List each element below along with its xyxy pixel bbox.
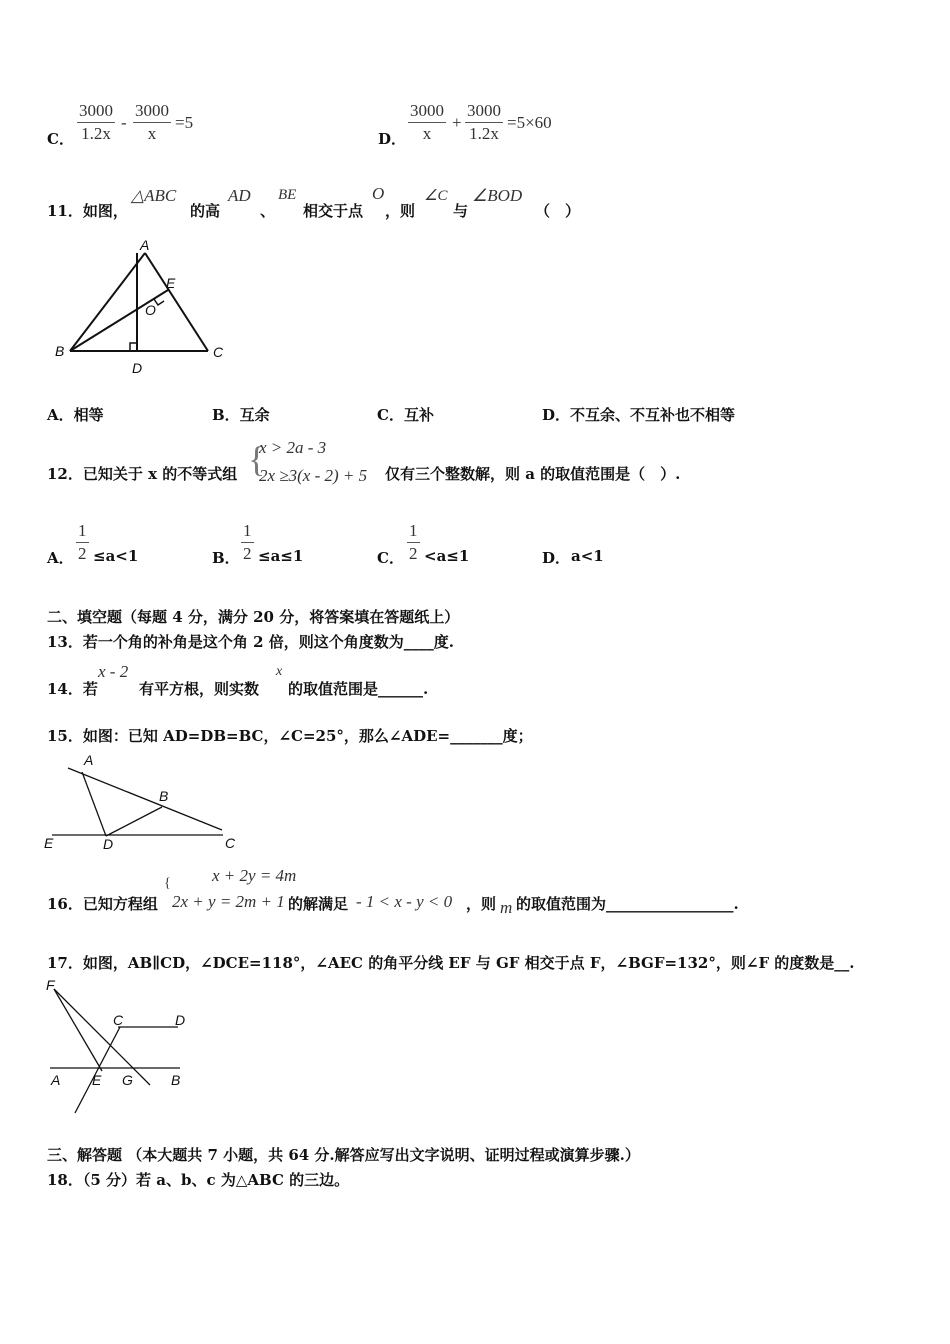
fig17-label-a: A [51,1072,61,1088]
fig17-label-f: F [46,977,55,993]
q14-x: x [276,664,283,679]
fraction [407,520,420,565]
q11-o: O [372,184,385,203]
q10-d-op: + [452,113,462,132]
q11-triangle-figure [50,235,240,380]
q14-text-1: 有平方根，则实数 [139,680,260,698]
q16-equation-2: 2x + y = 2m + 1 [172,892,285,911]
denominator: 1.2x [469,124,499,143]
q11-text-3: ，则 [385,202,416,220]
fraction [241,520,254,565]
q14-text-2: 的取值范围是______. [288,680,429,698]
numerator: 1 [407,520,420,543]
q10-c-op: - [121,113,127,132]
q11-option-d: D．不互余、不互补也不相等 [542,406,736,424]
denominator: 2 [243,544,252,563]
q17-text: 17．如图，AB∥CD，∠DCE=118°，∠AEC 的角平分线 EF 与 GF 相交于点 F，∠BGF=132°，则∠F 的度数是__. [47,954,855,972]
fig15-label-e: E [44,835,54,851]
q12-brace: { [248,439,266,479]
q11-ad: AD [228,186,251,205]
q15-figure [40,750,250,855]
q10-d-fraction-2 [465,100,503,145]
fig17-label-c: C [113,1012,124,1028]
fig11-label-c: C [213,344,224,360]
q17-figure [40,975,200,1120]
denominator: x [147,124,157,143]
numerator: 3000 [77,100,115,123]
q11-triangle: △ABC [131,186,177,205]
option-label: B． [212,549,240,567]
q10-option-c-label: C． [47,130,74,148]
fig11-label-o: O [145,302,156,318]
fig11-label-a: A [140,237,150,253]
denominator: 2 [409,544,418,563]
option-rest: ≤a<1 [93,547,139,565]
denominator: 2 [78,544,87,563]
fig15-label-c: C [225,835,236,851]
q12-prefix: 12．已知关于 x 的不等式组 [47,465,238,483]
numerator: 3000 [408,100,446,123]
q13-text: 13．若一个角的补角是这个角 2 倍，则这个角度数为____度. [47,633,454,651]
q18-text: 18．（5 分）若 a、b、c 为△ABC 的三边。 [47,1171,350,1189]
q11-angle-c: ∠C [424,188,448,204]
fig15-label-d: D [103,836,114,852]
denominator: 1.2x [81,124,111,143]
fig11-label-b: B [55,343,65,359]
q16-equation-1: x + 2y = 4m [212,866,297,885]
q11-paren: （ ） [535,202,581,220]
q11-angle-bod: ∠BOD [472,186,523,205]
q16-brace: { [164,876,171,891]
q10-option-d-label: D． [378,130,407,148]
q10-c-fraction-2 [133,100,171,145]
numerator: 3000 [465,100,503,123]
section-3-heading: 三、解答题 （本大题共 7 小题，共 64 分.解答应写出文字说明、证明过程或演算步骤.） [47,1146,640,1164]
denominator: x [422,124,432,143]
q12-suffix: 仅有三个整数解，则 a 的取值范围是（ ）. [385,465,681,483]
fig17-label-g: G [122,1072,133,1088]
q16-condition: - 1 < x - y < 0 [356,892,453,911]
option-label: D． [542,549,571,567]
q10-c-fraction-1 [77,100,115,145]
option-rest: a<1 [571,547,604,565]
q11-prefix: 11．如图， [47,202,128,220]
q16-prefix: 16．已知方程组 [47,895,158,913]
fig15-label-b: B [159,788,169,804]
fig11-label-e: E [166,275,176,291]
fig17-label-d: D [175,1012,186,1028]
option-rest: <a≤1 [424,547,470,565]
q15-text: 15．如图：已知 AD=DB=BC，∠C=25°，那么∠ADE=_______度； [47,727,533,745]
option-rest: ≤a≤1 [258,547,304,565]
q12-inequality-2: 2x ≥3(x - 2) + 5 [259,466,368,485]
fig15-label-a: A [84,752,94,768]
fig17-label-b: B [171,1072,181,1088]
q11-text-4: 与 [453,202,469,220]
q10-c-rhs: =5 [175,113,194,132]
q16-text-2: ，则 [466,895,497,913]
q16-m: m [500,898,513,917]
q11-option-a: A．相等 [47,406,104,424]
q11-option-c: C．互补 [377,406,434,424]
q10-d-rhs: =5×60 [507,113,552,132]
q10-d-fraction-1 [408,100,446,145]
q14-expression: x - 2 [98,662,129,681]
q11-text-2: 相交于点 [303,202,364,220]
option-label: C． [377,549,404,567]
numerator: 1 [241,520,254,543]
fig17-label-e: E [92,1072,102,1088]
fig11-label-d: D [132,360,143,376]
option-label: A． [47,549,74,567]
q16-text-1: 的解满足 [288,895,349,913]
q14-prefix: 14．若 [47,680,98,698]
q16-text-3: 的取值范围为_________________. [516,895,739,913]
q11-text-1: 的高 [190,202,221,220]
section-2-heading: 二、填空题（每题 4 分，满分 20 分，将答案填在答题纸上） [47,608,460,626]
q11-be: BE [278,187,297,203]
numerator: 1 [76,520,89,543]
q11-sep: 、 [260,202,276,220]
q11-option-b: B．互余 [212,406,270,424]
numerator: 3000 [133,100,171,123]
fraction [76,520,89,565]
q12-inequality-1: x > 2a - 3 [259,438,327,457]
